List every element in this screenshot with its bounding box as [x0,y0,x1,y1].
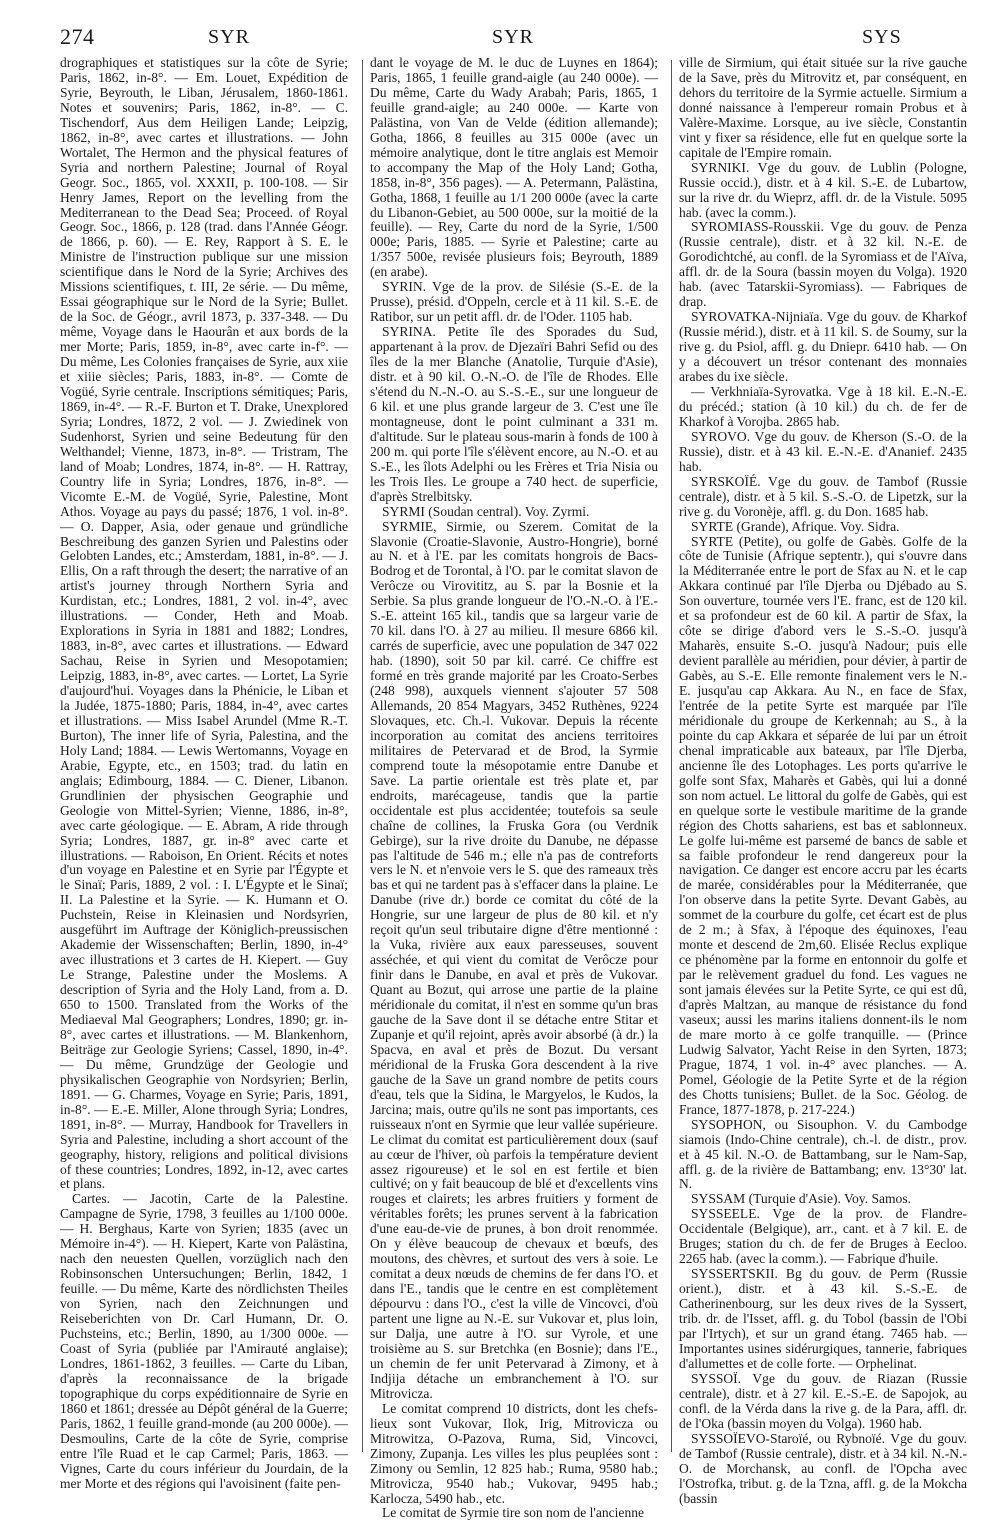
entry-verkhniaia-syrovatka: — Verkhniaïa-Syrovatka. Vge à 18 kil. E.-N.-E. du précéd.; station (à 10 kil.) du ch. de fer de Kharkof à Vorojba. 2865 hab. [679,383,967,429]
entry-syssoi: SYSSOÏ. Vge du gouv. de Riazan (Russie centrale), distr. et à 27 kil. E.-S.-E. de Sapojok, au confl. de la Vérda dans la rive g. de la Para, affl. dr. de l'Oka (bassin moyen du Volga). 1960 hab. [679,1370,967,1431]
paragraph: ville de Sirmium, qui était située sur la rive gauche de la Save, près du Mitrovitz et, par conséquent, en dehors du territoire de la Syrmie actuelle. Sirmium a donné naissance à l'empereur romain Probus et à Valère-Maxime. Lorsque, au ive siècle, Constantin vint y fixer sa résidence, elle fut en quelque sorte la capitale de l'Empire romain. [679,55,967,160]
entry-syrte-grande: SYRTE (Grande), Afrique. Voy. Sidra. [691,518,900,534]
page-header [0,20,1000,60]
entry-syrina: SYRINA. Petite île des Sporades du Sud, appartenant à la prov. de Djezaïri Bahri Sefid ou des îles de la mer Blanche (Anatolie, Turquie d'Asie), distr. et à 90 kil. O.-N.-O. de l'île de Rhodes. Elle s'étend du N.-N.-O. au S.-S.-E., sur une longueur de 6 kil. et une plus grande largeur de 3. C'est une île montagneuse, dont le point culminant a 331 m. d'altitude. Sur le plateau sous-marin à fonds de 100 à 200 m. qui porte l'île s'élèvent encore, au N.-O. et au S.-E., les îlots Adelphi ou les Frères et Tria Nisia ou les Trois Iles. Le groupe a 740 hect. de superficie, d'après Strelbitsky. [370,324,658,504]
column-divider [671,60,672,1452]
column-divider [362,60,363,1452]
running-head-center: SYR [492,26,534,48]
entry-syrmi: SYRMI (Soudan central). Voy. Zyrmi. [382,503,590,519]
entry-sysseele: SYSSEELE. Vge de la prov. de Flandre-Occidentale (Belgique), arr., cant. et à 7 kil. E. de Bruges; station du ch. de fer de Bruges à Eecloo. 2265 hab. (avec la comm.). — Fabrique d'huile. [679,1206,967,1267]
entry-syrte-petite: SYRTE (Petite), ou golfe de Gabès. Golfe de la côte de Tunisie (Afrique septentr.), qui s'ouvre dans la Méditerranée entre le port de Sfax au N. et le cap Akkara continué par l'île Djerba ou Djébado au S. Son ouverture, tournée vers l'E. franc, est de 120 kil. et sa profondeur est de 60 kil. A partir de Sfax, la côte se dirige d'abord vers le S.-S.-O. jusqu'à Maharès, ensuite S.-O. jusqu'à Nadour; puis elle devient parallèle au méridien, pour dévier, à partir de Gabès, au S.-E. Elle remonte finalement vers le N.-E. jusqu'au cap Akkara. Au N., en face de Sfax, l'entrée de la petite Syrte est marquée par l'île méridionale du groupe de Kerkennah; au S., à la pointe du cap Akkara et séparée de lui par un étroit chenal impraticable aux bateaux, par l'île Djerba, ancienne île des Lotophages. Les ports qu'arrive le golfe sont Sfax, Maharès et Gabès, qui lui a donné son nom actuel. Le littoral du golfe de Gabès, qui est en quelque sorte le vestibule maritime de la grande région des Chotts sahariens, est bas et sablonneux. Le golfe lui-même est parsemé de bancs de sable et sa faible profondeur le rend dangereux pour la navigation. Ce danger est encore accru par les écarts de marée, considérables pour la Méditerranée, que l'on observe dans la petite Syrte. Devant Gabès, au sommet de la courbure du golfe, cet écart est de plus de 2 m.; à Sfax, à l'époque des équinoxes, l'eau monte et descend de 2m,60. Elisée Reclus explique ce phénomène par la forme en entonnoir du golfe et par le relèvement graduel du fond. Les vagues ne sont jamais élevées sur la Petite Syrte, ce qui est dû, d'après Maltzan, au manque de résistance du fond vaseux; aussi les marins italiens donnent-ils le nom de mare morto à ce golfe tranquille. — (Prince Ludwig Salvator, Yacht Reise in den Syrten, 1873; Prague, 1874, 1 vol. in-4° avec planches. — A. Pomel, Géologie de la Petite Syrte et de la région des Chotts tunisiens; Bullet. de la Soc. Géolog. de France, 1877-1878, p. 217-224.) [679,533,967,1117]
entry-syssertskii: SYSSERTSKII. Bg du gouv. de Perm (Russie orient.), distr. et à 43 kil. S.-S.-E. de Catherinenbourg, sur les deux rives de la Syssert, trib. dr. de l'Isset, affl. g. du Tobol (bassin de l'Obi par l'Irtych), et sur un grand étang. 7465 hab. — Importantes usines sidérurgiques, tannerie, fabriques d'allumettes et de colle forte. — Orphelinat. [679,1266,967,1371]
text-column-middle [370,55,658,1521]
paragraph: drographiques et statistiques sur la côte de Syrie; Paris, 1862, in-8°. — Em. Louet, Expédition de Syrie, Beyrouth, le Liban, Jérusalem, 1860-1861. Notes et souvenirs; Paris, 1862, in-8°. — C. Tischendorf, Aus dem Heiligen Lande; Leipzig, 1862, in-8°, avec cartes et illustrations. — John Wortalet, The Hermon and the physical features of Syria and northern Palestine; Journal of Royal Geogr. Soc., 1865, vol. XXXII, p. 100-108. — Sir Henry James, Report on the levelling from the Mediterranean to the Dead Sea; Proceed. of Royal Geogr. Soc., 1866, p. 128 (trad. dans l'Année Géogr. de 1866, p. 60). — E. Rey, Rapport à S. E. le Ministre de l'instruction publique sur une mission scientifique dans le Nord de la Syrie; Archives des Missions scientifiques, t. III, 2e série. — Du même, Essai géographique sur le Nord de la Syrie; Bullet. de la Soc. de Géogr., avril 1873, p. 337-348. — Du même, Voyage dans le Haourân et aux bords de la mer Morte; Paris, 1859, in-8°, avec carte in-f°. — Du même, Les Colonies françaises de Syrie, aux xiie et xiiie siècles; Paris, 1883, in-8°. — Comte de Vogüé, Syrie centrale. Inscriptions sémitiques; Paris, 1869, in-4°. — R.-F. Burton et T. Drake, Unexplored Syria; Londres, 1872, 2 vol. — J. Zwiedinek von Sudenhorst, Syrien und seine Bedeutung für den Welthandel; Vienne, 1873, in-8°. — Tristram, The land of Moab; Londres, 1874, in-8°. — H. Rattray, Country life in Syria; Londres, 1876, in-8°. — Vicomte E.-M. de Vogüé, Syrie, Palestine, Mont Athos. Voyage au pays du passé; 1876, 1 vol. in-8°. — O. Dapper, Asia, oder genaue und gründliche Beschreibung des ganzen Syrien und Palestins oder Gelobten Landes, etc.; Amsterdam, 1881, in-8°. — J. Ellis, On a raft through the desert; the narrative of an artist's journey through Northern Syria and Kurdistan, etc.; Londres, 1881, 2 vol. in-4°, avec illustrations. — Conder, Heth and Moab. Explorations in Syria in 1881 and 1882; Londres, 1883, in-8°, avec cartes et illustrations. — Edward Sachau, Reise in Syrien und Mesopotamien; Leipzig, 1883, in-8°, avec cartes. — Lortet, La Syrie d'aujourd'hui. Voyages dans la Phénicie, le Liban et la Judée, 1875-1880; Paris, 1884, in-4°, avec cartes et illustrations. — Miss Isabel Arundel (Mme R.-T. Burton), The inner life of Syria, Palestina, and the Holy Land; 1884. — Lewis Wertomanns, Voyage en Arabie, Egypte, etc., en 1503; trad. du latin en anglais; Edimbourg, 1884. — C. Diener, Libanon. Grundlinien der physischen Geographie und Geologie von Mittel-Syrien; Vienne, 1886, in-8°, avec carte géologique. — E. Abram, A ride through Syria; Londres, 1887, gr. in-8° avec carte et illustrations. — Raboison, En Orient. Récits et notes d'un voyage en Palestine et en Syrie par l'Égypte et le Sinaï; Paris, 1889, 2 vol. : I. L'Égypte et le Sinaï; II. La Palestine et la Syrie. — K. Humann et O. Puchstein, Reise in Kleinasien und Nordsyrien, ausgeführt im Auftrage der Königlich-preussischen Akademie der Wissenschaften; Berlin, 1890, in-4° avec illustrations et 3 cartes de H. Kiepert. — Guy Le Strange, Palestine under the Moslems. A description of Syria and the Holy Land, from a. D. 650 to 1500. Translated from the Works of the Mediaeval Mal Geographers; Londres, 1890; gr. in-8°, avec cartes et illustrations. — M. Blankenhorn, Beiträge zur Geologie Syriens; Cassel, 1890, in-4°. — Du même, Grundzüge der Geologie und physikalischen Geographie von Nordsyrien; Berlin, 1891. — G. Charmes, Voyage en Syrie; Paris, 1891, in-8°. — E.-E. Miller, Alone through Syria; Londres, 1891, in-8°. — Murray, Handbook for Travellers in Syria and Palestine, including a short account of the geography, history, religions and political divisions of these countries; Londres, 1892, in-12, avec cartes et plans. [60,55,348,1192]
text-column-left [60,55,348,1491]
entry-syrskoie: SYRSKOÏÉ. Vge du gouv. de Tambof (Russie centrale), distr. et à 5 kil. S.-S.-O. de Lipetzk, sur la rive g. du Voronèje, affl. g. du Don. 1685 hab. [679,473,967,519]
entry-syrovo: SYROVO. Vge du gouv. de Kherson (S.-O. de la Russie), distr. et à 43 kil. E.-N.-E. d'Ananief. 2435 hab. [679,428,967,474]
entry-syromiass: SYROMIASS-Rousskii. Vge du gouv. de Penza (Russie centrale), distr. et à 32 kil. N.-E. de Gorodichtché, au confl. de la Syromiass et de l'Aïva, affl. dr. de la Soura (bassin moyen du Volga). 1920 hab. (avec Tatarskii-Syromiass). — Fabriques de drap. [679,219,967,310]
running-head-left: SYR [208,26,250,48]
entry-sysophon: SYSOPHON, ou Sisouphon. V. du Cambodge siamois (Indo-Chine centrale), ch.-l. de distr., prov. et à 45 kil. N.-O. de Battambang, sur le Nam-Sap, affl. g. de la rivière de Battambang; env. 13°30' lat. N. [679,1116,967,1192]
entry-syrin: SYRIN. Vge de la prov. de Silésie (S.-E. de la Prusse), présid. d'Oppeln, cercle et à 11 kil. S.-E. de Ratibor, sur un petit affl. dr. de l'Oder. 1105 hab. [370,279,658,325]
entry-syssoievo: SYSSOÏEVO-Staroïé, ou Rybnoïé. Vge du gouv. de Tambof (Russie centrale), distr. et à 34 kil. N.-N.-O. de Morchansk, au confl. de l'Opcha avec l'Ostrofka, tribut. g. de la Tzna, affl. g. de la Mokcha (bassin [679,1430,967,1506]
paragraph: Le comitat comprend 10 districts, dont les chefs-lieux sont Vukovar, Ilok, Irig, Mitrovicza ou Mitrowitza, O-Pazova, Ruma, Sid, Vincovci, Zimony, Zupanja. Les villes les plus peuplées sont : Zimony ou Semlin, 12 825 hab.; Ruma, 9580 hab.; Mitrovicza, 9540 hab.; Vukovar, 9495 hab.; Karlocza, 5490 hab., etc. [370,1400,658,1506]
entry-syrovatka: SYROVATKA-Nijniaïa. Vge du gouv. de Kharkof (Russie mérid.), distr. et à 11 kil. S. de Soumy, sur la rive g. du Psiol, affl. g. du Dniepr. 6410 hab. — On y a découvert un trésor contenant des monnaies arabes du ixe siècle. [679,309,967,385]
entry-syrniki: SYRNIKI. Vge du gouv. de Lublin (Pologne, Russie occid.), distr. et à 4 kil. S.-E. de Lubartow, sur la rive dr. du Wieprz, affl. dr. de la Vistule. 5095 hab. (avec la comm.). [679,159,967,220]
running-head-right: SYS [862,26,902,48]
paragraph: dant le voyage de M. le duc de Luynes en 1864); Paris, 1865, 1 feuille grand-aigle (au 240 000e). — Du même, Carte du Wady Arabah; Paris, 1865, 1 feuille grand-aigle; au 240 000e. — Karte von Palästina, von Van de Velde (édition allemande); Gotha, 1866, 8 feuilles au 315 000e (avec un mémoire analytique, dont le titre anglais est Memoir to accompany the Map of the Holy Land; Gotha, 1858, in-8°, 356 pages). — A. Petermann, Palästina, Gotha, 1868, 1 feuille au 1/1 200 000e (avec la carte du Libanon-Gebiet, au 500 000e, sur la moitié de la feuille). — Rey, Carte du nord de la Syrie, 1/500 000e; Paris, 1885. — Syrie et Palestine; carte au 1/357 500e, revisée plusieurs fois; Beyrouth, 1889 (en arabe). [370,55,658,280]
paragraph: Le comitat de Syrmie tire son nom de l'ancienne [382,1505,645,1521]
entry-syrmie: SYRMIE, Sirmie, ou Szerem. Comitat de la Slavonie (Croatie-Slavonie, Austro-Hongrie), borné au N. et à l'E. par les comitats hongrois de Bacs-Bodrog et de Torontal, à l'O. par le comitat slavon de Verôcze ou Virovititz, au S. par la Bosnie et la Serbie. Sa plus grande longueur de l'O.-N.-O. à l'E.-S.-E. atteint 165 kil., tandis que sa largeur varie de 70 kil. dans l'O. à 27 au milieu. Il mesure 6866 kil. carrés de superficie, avec une population de 347 022 hab. (1890), soit 50 par kil. carré. Ce chiffre est formé en très grande majorité par les Croato-Serbes (248 998), auxquels viennent s'ajouter 57 508 Allemands, 20 854 Magyars, 3452 Ruthènes, 9224 Slovaques, etc. Ch.-l. Vukovar. Depuis la récente incorporation au comitat des anciens territoires militaires de Petervarad et de Brod, la Syrmie comprend toute la mésopotamie entre Danube et Save. La partie orientale est très plate et, par endroits, marécageuse, tandis que la partie occidentale est plus accidentée; toutefois sa seule chaîne de collines, la Fruska Gora (ou Verdnik Gebirge), sur la rive droite du Danube, ne dépasse pas l'altitude de 546 m.; elle n'a pas de contreforts vers le N. et n'envoie vers le S. que des rameaux très bas et qui ne tardent pas à s'effacer dans la plaine. Le Danube (rive dr.) borde ce comitat du côté de la Hongrie, sur une largeur de plus de 80 kil. et n'y reçoit qu'un seul tributaire digne d'être mentionné : la Vuka, rivière aux eaux paresseuses, souvent asséchée, et qui vient du comitat de Verôcze pour finir dans le Danube, en aval et près de Vukovar. Quant au Bozut, qui arrose une partie de la plaine méridionale du comitat, il n'est en somme qu'un bras gauche de la Save dont il se détache entre Stitar et Zupanje et qu'il rejoint, après avoir absorbé (à dr.) la Spacva, en aval et près de Bozut. Du versant méridional de la Fruska Gora descendent à la rive gauche de la Save un grand nombre de petits cours d'eau, tels que la Sidina, le Margyelos, le Kudos, la Jarcina; mais, outre qu'ils ne sont pas importants, ces ruisseaux n'ont en Syrmie que leur vallée supérieure. Le climat du comitat est particulièrement doux (sauf au cœur de l'hiver, où parfois la température devient assez rigoureuse) et le sol en est fertile et bien cultivé; on y fait beaucoup de blé et d'excellents vins rouges et clairets; les arbres fruitiers y forment de véritables forêts; les prunes servent à la fabrication d'une eau-de-vie de prunes, à bon droit renommée. On y élève beaucoup de chevaux et bœufs, des moutons, des chèvres, et surtout des vers à soie. Le comitat a deux nœuds de chemins de fer dans l'O. et dans l'E., tandis que le centre en est complètement dépourvu : dans l'O., c'est la ville de Vincovci, d'où partent une ligne au N.-E. sur Vukovar et, plus loin, sur Dalja, une autre à l'O. sur Vyrole, et une troisième au S. sur Bretchka (en Bosnie); dans l'E., un chemin de fer unit Petervarad à Zimony, et à Indjija détache un embranchement à l'O. sur Mitrovicza. [370,518,658,1401]
page-number: 274 [60,24,95,49]
paragraph: Cartes. — Jacotin, Carte de la Palestine. Campagne de Syrie, 1798, 3 feuilles au 1/100 000e. — H. Berghaus, Karte von Syrien; 1835 (avec un Mémoire in-4°). — H. Kiepert, Karte von Palästina, nach den neuesten Quellen, vorzüglich nach den Robinsonschen Untersuchungen; Berlin, 1842, 1 feuille. — Du même, Karte des nördlichsten Theiles von Syrien, nach den Zeichnungen und Reiseberichten von Dr. Carl Humann, Dr. O. Puchsteins, etc.; Berlin, 1890, au 1/300 000e. — Coast of Syria (publiée par l'Amirauté anglaise); Londres, 1861-1862, 3 feuilles. — Carte du Liban, d'après la reconnaissance de la brigade topographique du corps expéditionnaire de Syrie en 1860 et 1861; dressée au Dépôt général de la Guerre; Paris, 1862, 1 feuille grand-monde (au 200 000e). — Desmoulins, Carte de la côte de Syrie, comprise entre l'île Ruad et le cap Carmel; Paris, 1863. — Vignes, Carte du cours inférieur du Jourdain, de la mer Morte et des régions qui l'avoisinent (faite pen- [60,1191,348,1491]
text-column-right [679,55,967,1506]
entry-syssam: SYSSAM (Turquie d'Asie). Voy. Samos. [691,1191,911,1207]
